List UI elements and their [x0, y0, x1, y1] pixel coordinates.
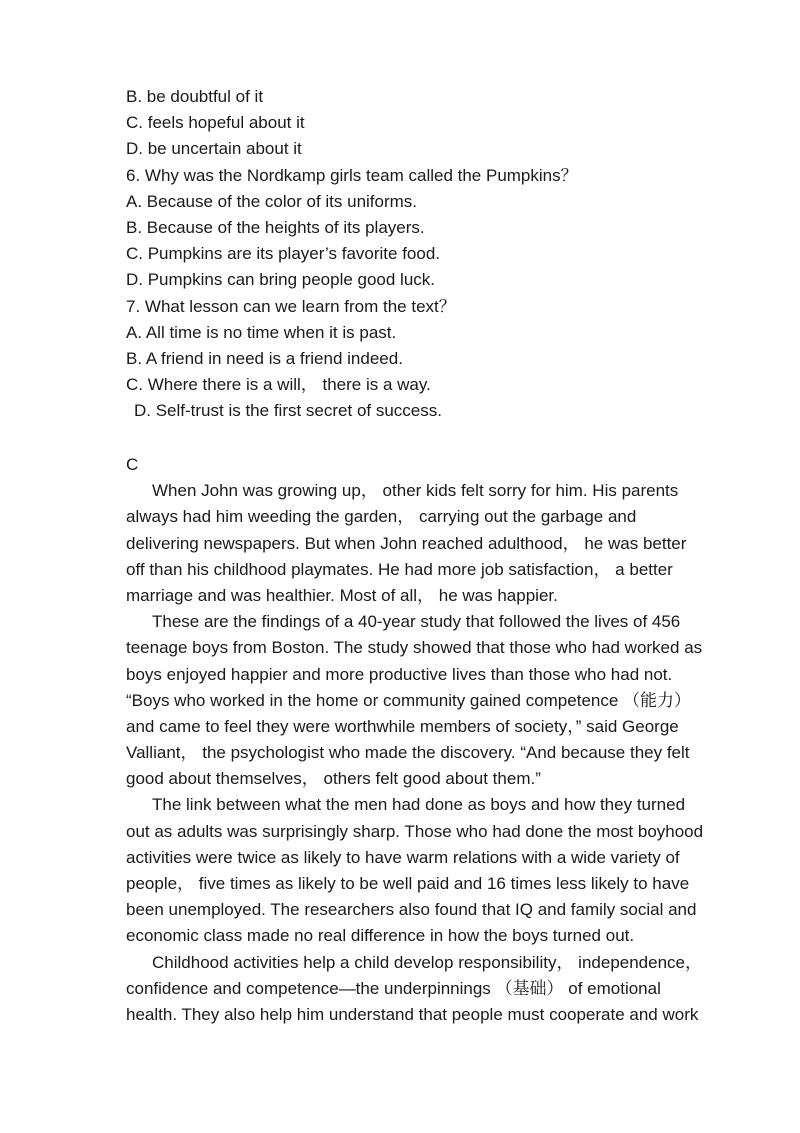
option-line: C. Where there is a will， there is a way.	[126, 375, 431, 395]
paragraph-line: Valliant， the psychologist who made the discovery. “And because they felt	[126, 743, 690, 763]
paragraph-line: These are the findings of a 40-year study that followed the lives of 456	[152, 612, 681, 632]
paragraph-line: out as adults was surprisingly sharp. Those who had done the most boyhood	[126, 821, 704, 841]
question-options	[126, 84, 746, 424]
paragraph-line: The link between what the men had done as boys and how they turned	[152, 795, 686, 815]
option-line: D. Pumpkins can bring people good luck.	[126, 270, 436, 290]
paragraph-line: off than his childhood playmates. He had more job satisfaction， a better	[126, 559, 673, 579]
paragraph-1	[100, 478, 700, 609]
option-line: D. be uncertain about it	[126, 139, 302, 159]
section-heading: C	[126, 455, 139, 474]
paragraph-line: When John was growing up， other kids felt sorry for him. His parents	[152, 481, 679, 501]
option-line: D. Self-trust is the first secret of success.	[134, 401, 442, 421]
paragraph-line: and came to feel they were worthwhile members of society，” said George	[126, 716, 679, 736]
paragraph-3	[100, 792, 704, 949]
question-7: 7. What lesson can we learn from the text？	[126, 296, 456, 316]
option-line: C. Pumpkins are its player’s favorite food.	[126, 244, 441, 264]
question-6: 6. Why was the Nordkamp girls team called the Pumpkins？	[126, 165, 578, 185]
paragraph-2	[100, 609, 703, 792]
option-line: B. be doubtful of it	[126, 87, 264, 106]
paragraph-line: health. They also help him understand that people must cooperate and work	[126, 1004, 699, 1024]
paragraph-line: boys enjoyed happier and more productive lives than those who had not.	[126, 664, 673, 684]
paragraph-line: marriage and was healthier. Most of all， he was happier.	[126, 585, 558, 605]
option-line: A. All time is no time when it is past.	[126, 322, 397, 342]
paragraph-line: been unemployed. The researchers also found that IQ and family social and	[126, 900, 697, 920]
option-line: B. A friend in need is a friend indeed.	[126, 348, 403, 368]
option-line: B. Because of the heights of its players.	[126, 217, 425, 237]
paragraph-line: teenage boys from Boston. The study showed that those who had worked as	[126, 638, 703, 658]
paragraph-line: delivering newspapers. But when John reached adulthood， he was better	[126, 533, 687, 553]
paragraph-line: Childhood activities help a child develop responsibility， independence，	[152, 952, 703, 972]
paragraph-line: confidence and competence—the underpinnings （基础） of emotional	[126, 978, 661, 998]
paragraph-line: activities were twice as likely to have warm relations with a wide variety of	[126, 847, 680, 867]
option-line: A. Because of the color of its uniforms.	[126, 191, 418, 211]
paragraph-line: “Boys who worked in the home or community gained competence （能力）	[126, 690, 692, 710]
paragraph-line: people， five times as likely to be well paid and 16 times less likely to have	[126, 874, 690, 894]
paragraph-4	[100, 950, 703, 1029]
passage-c	[100, 452, 704, 1028]
paragraph-line: always had him weeding the garden， carrying out the garbage and	[126, 507, 637, 527]
paragraph-line: economic class made no real difference in how the boys turned out.	[126, 926, 635, 946]
paragraph-line: good about themselves， others felt good about them.”	[126, 769, 541, 789]
option-line: C. feels hopeful about it	[126, 113, 305, 133]
